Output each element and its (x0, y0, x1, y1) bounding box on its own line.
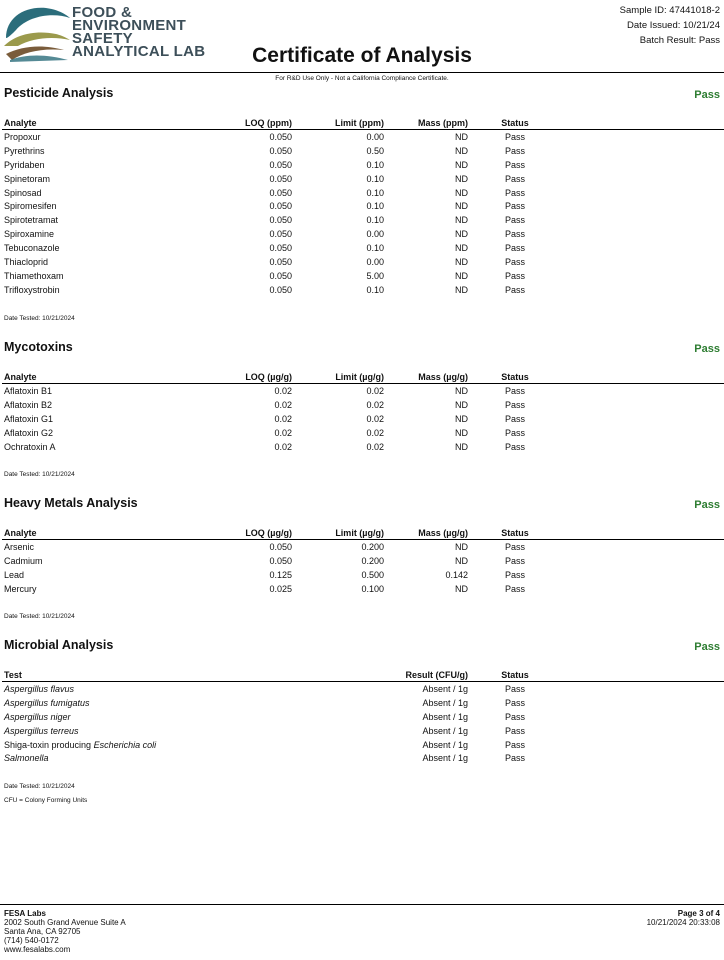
table-cell: ND (455, 256, 468, 267)
footer-website[interactable]: www.fesalabs.com (4, 945, 71, 954)
table-cell: 0.02 (366, 441, 384, 452)
table-cell (2, 724, 386, 738)
table-row (2, 255, 724, 269)
batch-result: Batch Result: Pass (639, 35, 720, 46)
heavy-metals-rows (2, 540, 724, 596)
table-cell: Aflatoxin B1 (4, 385, 53, 396)
table-cell: 0.02 (366, 385, 384, 396)
logo-line: ENVIRONMENT (72, 17, 187, 34)
table-cell: 0.02 (274, 441, 292, 452)
table-cell: 0.050 (269, 201, 292, 212)
table-row (2, 398, 724, 412)
table-cell: 0.050 (269, 270, 292, 281)
table-row (2, 724, 724, 738)
pesticide-title: Pesticide Analysis (4, 86, 114, 100)
table-cell: Thiamethoxam (4, 270, 64, 281)
table-cell: Pass (504, 569, 525, 580)
table-cell-spacer (560, 186, 724, 200)
table-row (2, 283, 724, 297)
microbial-pass-badge: Pass (694, 641, 720, 653)
table-cell: 0.10 (366, 284, 384, 295)
sample-id: Sample ID: 47441018-2 (619, 5, 720, 16)
col-header: Limit (ppm) (294, 117, 386, 130)
table-cell: Absent / 1g (422, 739, 468, 750)
print-timestamp: 10/21/2024 20:33:08 (646, 918, 720, 927)
pesticide-rows (2, 130, 724, 297)
heavy-metals-table (2, 527, 724, 596)
table-row (2, 172, 724, 186)
table-row (2, 682, 724, 696)
table-cell: 0.10 (366, 215, 384, 226)
sample-meta (620, 3, 720, 48)
cfu-note: CFU = Colony Forming Units (4, 797, 88, 804)
table-cell: 0.02 (274, 399, 292, 410)
table-cell: Absent / 1g (422, 683, 468, 694)
col-header: Analyte (2, 117, 172, 130)
table-cell: Pass (504, 725, 525, 736)
col-header: Analyte (2, 371, 172, 384)
table-cell: 0.02 (274, 413, 292, 424)
table-cell: Pass (504, 256, 525, 267)
table-cell: ND (455, 555, 468, 566)
table-cell: Pass (504, 697, 525, 708)
organism-name: Aspergillus fumigatus (4, 697, 90, 708)
table-cell: Cadmium (4, 555, 43, 566)
footer-address-line1: 2002 South Grand Avenue Suite A (4, 918, 126, 927)
table-cell: 0.050 (269, 541, 292, 552)
table-cell: Pass (504, 385, 525, 396)
table-cell: Thiacloprid (4, 256, 49, 267)
table-cell: ND (455, 173, 468, 184)
table-cell: 0.200 (361, 555, 384, 566)
table-row (2, 751, 724, 765)
table-row (2, 130, 724, 144)
table-row (2, 710, 724, 724)
table-row (2, 426, 724, 440)
table-row (2, 582, 724, 596)
table-cell: 0.00 (366, 256, 384, 267)
table-row (2, 213, 724, 227)
table-cell: Mercury (4, 583, 37, 594)
col-header: Mass (µg/g) (386, 527, 470, 540)
table-cell: Propoxur (4, 131, 41, 142)
table-cell: 0.10 (366, 187, 384, 198)
table-cell-spacer (560, 172, 724, 186)
col-header: Test (2, 669, 386, 682)
table-cell-spacer (560, 384, 724, 398)
table-cell: ND (455, 583, 468, 594)
table-cell: Spiroxamine (4, 229, 55, 240)
table-cell-spacer (560, 144, 724, 158)
table-cell: 0.100 (361, 583, 384, 594)
col-header: Analyte (2, 527, 172, 540)
table-cell: ND (455, 229, 468, 240)
logo-line: FOOD & (72, 4, 133, 21)
table-cell: ND (455, 441, 468, 452)
table-cell: 0.50 (366, 145, 384, 156)
col-header: Mass (µg/g) (386, 371, 470, 384)
table-cell: Pass (504, 427, 525, 438)
microbial-rows (2, 682, 724, 766)
table-cell: 0.142 (445, 569, 468, 580)
table-header-row (2, 371, 724, 384)
table-cell-spacer (560, 710, 724, 724)
table-row (2, 186, 724, 200)
table-row (2, 440, 724, 454)
table-row (2, 554, 724, 568)
table-cell: Pass (504, 173, 525, 184)
table-cell: 0.10 (366, 159, 384, 170)
table-cell: ND (455, 131, 468, 142)
footer-address-line2: Santa Ana, CA 92705 (4, 927, 81, 936)
table-cell: Ochratoxin A (4, 441, 56, 452)
table-cell: ND (455, 270, 468, 281)
table-cell: Spinetoram (4, 173, 51, 184)
table-cell: Pass (504, 270, 525, 281)
table-cell-spacer (560, 568, 724, 582)
header (0, 0, 724, 84)
table-cell (2, 682, 386, 696)
table-cell: Shiga-toxin producing Escherichia coli (4, 739, 157, 750)
col-header: LOQ (ppm) (172, 117, 294, 130)
microbial-date-tested: Date Tested: 10/21/2024 (4, 783, 75, 790)
table-cell: 0.02 (366, 413, 384, 424)
footer-address (4, 909, 126, 954)
table-row (2, 568, 724, 582)
table-cell: Pass (504, 555, 525, 566)
table-cell: 0.050 (269, 256, 292, 267)
table-cell: ND (455, 215, 468, 226)
table-cell: 0.02 (366, 427, 384, 438)
table-header-row (2, 117, 724, 130)
organism-name: Aspergillus terreus (4, 725, 79, 736)
table-cell: Aflatoxin G2 (4, 427, 54, 438)
table-cell: Spiromesifen (4, 201, 57, 212)
table-cell: ND (455, 284, 468, 295)
table-cell: Pass (504, 541, 525, 552)
table-cell: Pass (504, 145, 525, 156)
page-title: Certificate of Analysis (252, 44, 472, 67)
table-row (2, 144, 724, 158)
table-row (2, 384, 724, 398)
table-cell: Pyridaben (4, 159, 45, 170)
col-header: Status (470, 527, 560, 540)
table-cell: ND (455, 145, 468, 156)
mycotoxins-rows (2, 384, 724, 454)
table-cell-spacer (560, 738, 724, 752)
table-cell-spacer (560, 682, 724, 696)
footer-company: FESA Labs (4, 909, 46, 918)
table-cell-spacer (560, 426, 724, 440)
table-cell: Trifloxystrobin (4, 284, 60, 295)
table-cell-spacer (560, 751, 724, 765)
table-cell: 0.00 (366, 229, 384, 240)
heavy-metals-date-tested: Date Tested: 10/21/2024 (4, 613, 75, 620)
table-cell: 0.050 (269, 215, 292, 226)
table-cell-spacer (560, 398, 724, 412)
table-cell: Absent / 1g (422, 711, 468, 722)
table-row (2, 269, 724, 283)
table-cell: ND (455, 413, 468, 424)
table-cell: Tebuconazole (4, 243, 60, 254)
table-cell-spacer (560, 582, 724, 596)
table-cell: ND (455, 243, 468, 254)
table-row (2, 412, 724, 426)
organism-name: Aspergillus niger (4, 711, 71, 722)
table-cell-spacer (560, 213, 724, 227)
table-cell: ND (455, 427, 468, 438)
col-header: LOQ (µg/g) (172, 527, 294, 540)
table-cell: 0.200 (361, 541, 384, 552)
table-cell: Pass (504, 413, 525, 424)
table-cell: Pass (504, 583, 525, 594)
pesticide-date-tested: Date Tested: 10/21/2024 (4, 315, 75, 322)
table-cell: Pyrethrins (4, 145, 45, 156)
table-header-row (2, 527, 724, 540)
table-cell: Pass (504, 215, 525, 226)
table-cell: Spinosad (4, 187, 42, 198)
table-cell: ND (455, 399, 468, 410)
table-cell: 0.050 (269, 131, 292, 142)
col-header: Status (470, 371, 560, 384)
table-cell: 0.050 (269, 229, 292, 240)
table-cell-spacer (560, 440, 724, 454)
table-cell: Aflatoxin B2 (4, 399, 53, 410)
table-cell: Absent / 1g (422, 725, 468, 736)
date-issued: Date Issued: 10/21/24 (627, 20, 720, 31)
table-header-row (2, 669, 724, 682)
footer (0, 904, 724, 954)
table-cell: 0.050 (269, 555, 292, 566)
table-cell: Pass (504, 131, 525, 142)
table-cell-spacer (560, 540, 724, 554)
table-cell: Lead (4, 569, 25, 580)
table-cell: Pass (504, 683, 525, 694)
table-cell (2, 751, 386, 765)
table-row (2, 540, 724, 554)
table-cell-spacer (560, 227, 724, 241)
table-cell: Pass (504, 739, 525, 750)
table-row (2, 227, 724, 241)
table-cell-spacer (560, 554, 724, 568)
table-cell: 0.02 (366, 399, 384, 410)
table-cell: Pass (504, 187, 525, 198)
table-cell: 0.050 (269, 145, 292, 156)
table-cell: Pass (504, 711, 525, 722)
table-cell-spacer (560, 283, 724, 297)
pesticide-pass-badge: Pass (694, 89, 720, 101)
col-header: Result (CFU/g) (386, 669, 470, 682)
table-cell: 0.050 (269, 243, 292, 254)
table-cell-spacer (560, 269, 724, 283)
col-header: Limit (µg/g) (294, 527, 386, 540)
table-cell: 0.10 (366, 173, 384, 184)
page-number: Page 3 of 4 (677, 909, 720, 918)
table-cell: 0.125 (269, 569, 292, 580)
table-row (2, 738, 724, 752)
table-cell-spacer (560, 241, 724, 255)
table-cell: Spirotetramat (4, 215, 59, 226)
col-header: Status (470, 117, 560, 130)
footer-page-info (647, 909, 720, 927)
table-cell: Aflatoxin G1 (4, 413, 54, 424)
table-cell (2, 696, 386, 710)
mycotoxins-date-tested: Date Tested: 10/21/2024 (4, 471, 75, 478)
table-cell: Absent / 1g (422, 753, 468, 764)
table-row (2, 158, 724, 172)
table-cell: 0.050 (269, 173, 292, 184)
table-cell: Pass (504, 284, 525, 295)
table-cell: ND (455, 201, 468, 212)
footer-phone: (714) 540-0172 (4, 936, 59, 945)
table-cell: Pass (504, 441, 525, 452)
logo-line: ANALYTICAL LAB (72, 43, 206, 60)
table-cell: ND (455, 159, 468, 170)
table-cell-spacer (560, 199, 724, 213)
table-cell-spacer (560, 696, 724, 710)
table-cell: Pass (504, 399, 525, 410)
table-cell: ND (455, 541, 468, 552)
table-cell: Absent / 1g (422, 697, 468, 708)
table-cell: Arsenic (4, 541, 35, 552)
table-cell: 0.10 (366, 201, 384, 212)
col-header: Mass (ppm) (386, 117, 470, 130)
table-cell: Pass (504, 159, 525, 170)
table-cell: 0.025 (269, 583, 292, 594)
pesticide-table (2, 117, 724, 297)
heavy-metals-title: Heavy Metals Analysis (4, 496, 138, 510)
compliance-banner: For R&D Use Only - Not a California Compliance Certificate. (0, 72, 724, 85)
logo-line: SAFETY (72, 30, 133, 47)
col-header: Status (470, 669, 560, 682)
organism-name: Aspergillus flavus (4, 683, 75, 694)
table-cell: 0.050 (269, 159, 292, 170)
microbial-title: Microbial Analysis (4, 638, 114, 652)
table-cell: 0.00 (366, 131, 384, 142)
table-cell: Pass (504, 229, 525, 240)
table-cell: 0.050 (269, 284, 292, 295)
organism-name: Escherichia coli (93, 739, 157, 750)
table-cell: Pass (504, 753, 525, 764)
table-cell (2, 710, 386, 724)
table-cell: Pass (504, 243, 525, 254)
table-cell-spacer (560, 255, 724, 269)
table-cell-spacer (560, 130, 724, 144)
mycotoxins-title: Mycotoxins (4, 340, 73, 354)
table-cell: 5.00 (366, 270, 384, 281)
table-cell: 0.02 (274, 385, 292, 396)
mycotoxins-table (2, 371, 724, 453)
microbial-table (2, 669, 724, 765)
table-cell: 0.500 (361, 569, 384, 580)
organism-name: Salmonella (4, 753, 49, 764)
table-cell: Pass (504, 201, 525, 212)
table-row (2, 696, 724, 710)
table-cell-spacer (560, 724, 724, 738)
table-row (2, 241, 724, 255)
table-cell-spacer (560, 158, 724, 172)
col-header: LOQ (µg/g) (172, 371, 294, 384)
table-cell: 0.050 (269, 187, 292, 198)
heavy-metals-pass-badge: Pass (694, 499, 720, 511)
table-cell: 0.10 (366, 243, 384, 254)
table-row (2, 199, 724, 213)
table-cell-spacer (560, 412, 724, 426)
table-cell: ND (455, 187, 468, 198)
table-cell: 0.02 (274, 427, 292, 438)
col-header: Limit (µg/g) (294, 371, 386, 384)
mycotoxins-pass-badge: Pass (694, 343, 720, 355)
table-cell: ND (455, 385, 468, 396)
